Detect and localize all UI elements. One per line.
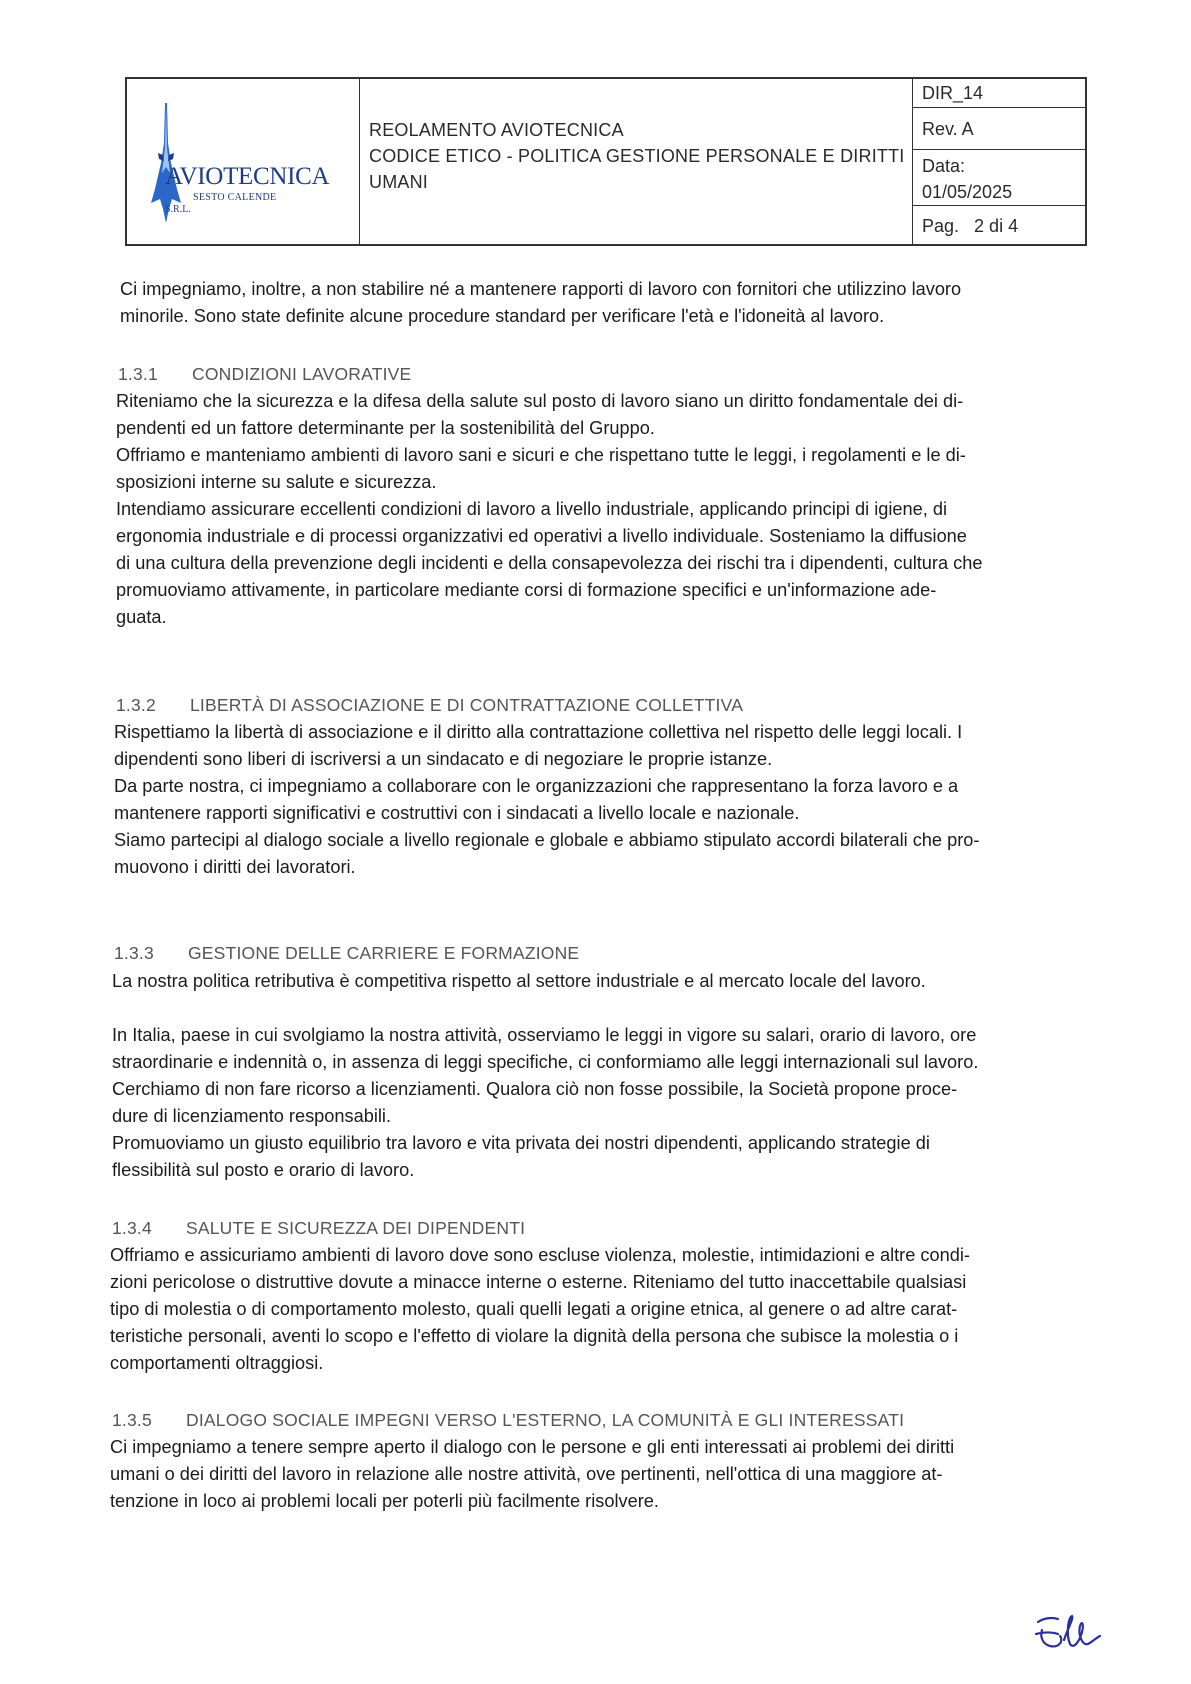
section-title: GESTIONE DELLE CARRIERE E FORMAZIONE	[188, 943, 580, 963]
section-body-1-3-1	[116, 388, 982, 631]
logo-subtitle: SESTO CALENDE	[193, 192, 277, 203]
section-body-1-3-2	[114, 719, 979, 881]
body-line: guata.	[116, 607, 167, 627]
body-line: dipendenti sono liberi di iscriversi a un sindacato e di negoziare le proprie istanze.	[114, 749, 773, 769]
date-label: Data:	[922, 156, 966, 176]
section-heading-1-3-4	[112, 1218, 525, 1239]
body-line: Promuoviamo un giusto equilibrio tra lavoro e vita privata dei nostri dipendenti, applicando strategie di	[112, 1133, 930, 1153]
body-line: muovono i diritti dei lavoratori.	[114, 857, 356, 877]
blank-line	[112, 995, 978, 1022]
document-header	[125, 77, 1087, 246]
body-line: Rispettiamo la libertà di associazione e il diritto alla contrattazione collettiva nel rispetto delle leggi locali. I	[114, 722, 963, 742]
section-title: SALUTE E SICUREZZA DEI DIPENDENTI	[186, 1218, 526, 1238]
title-line-1: REOLAMENTO AVIOTECNICA	[369, 120, 624, 140]
body-line: Intendiamo assicurare eccellenti condizioni di lavoro a livello industriale, applicando principi di igiene, di	[116, 499, 948, 519]
page-number	[913, 206, 1085, 246]
section-title: DIALOGO SOCIALE IMPEGNI VERSO L'ESTERNO, LA COMUNITÀ E GLI INTERESSATI	[186, 1410, 905, 1430]
body-line: sposizioni interne su salute e sicurezza.	[116, 472, 437, 492]
body-line: In Italia, paese in cui svolgiamo la nostra attività, osserviamo le leggi in vigore su salari, orario di lavoro, ore	[112, 1025, 977, 1045]
body-line: Siamo partecipi al dialogo sociale a livello regionale e globale e abbiamo stipulato accordi bilaterali che pro-	[114, 830, 980, 850]
logo-wordmark: AVIOTECNICA S.R.L.	[165, 163, 328, 215]
date-value: 01/05/2025	[922, 182, 1013, 202]
body-line: tipo di molestia o di comportamento molesto, quali quelli legati a origine etnica, al genere o ad altre carat-	[110, 1299, 958, 1319]
section-body-1-3-4	[110, 1242, 970, 1377]
body-line: Da parte nostra, ci impegniamo a collaborare con le organizzazioni che rappresentano la forza lavoro e a	[114, 776, 959, 796]
section-heading-1-3-5	[112, 1410, 904, 1431]
page-label: Pag.	[922, 216, 960, 236]
section-heading-1-3-3	[114, 943, 579, 964]
page-value: 2 di 4	[974, 216, 1019, 236]
body-line: Ci impegniamo a tenere sempre aperto il dialogo con le persone e gli enti interessati ai problemi dei diritti	[110, 1437, 955, 1457]
section-body-1-3-3	[112, 968, 978, 1184]
body-line: di una cultura della prevenzione degli incidenti e della consapevolezza dei rischi tra i dipendenti, cultura che	[116, 553, 983, 573]
body-line: tenzione in loco ai problemi locali per poterli più facilmente risolvere.	[110, 1491, 659, 1511]
body-line: straordinarie e indennità o, in assenza di leggi specifiche, ci conformiamo alle leggi internazionali sul lavoro.	[112, 1052, 979, 1072]
body-line: La nostra politica retributiva è competitiva rispetto al settore industriale e al mercato locale del lavoro.	[112, 971, 926, 991]
body-line: Offriamo e manteniamo ambienti di lavoro sani e sicuri e che rispettano tutte le leggi, i regolamenti e le di-	[116, 445, 966, 465]
body-line: flessibilità sul posto e orario di lavoro.	[112, 1160, 415, 1180]
section-number: 1.3.4	[112, 1218, 152, 1238]
body-line: mantenere rapporti significativi e costruttivi con i sindacati a livello locale e nazionale.	[114, 803, 800, 823]
section-title: LIBERTÀ DI ASSOCIAZIONE E DI CONTRATTAZIONE COLLETTIVA	[190, 695, 744, 715]
section-heading-1-3-2	[116, 695, 743, 716]
document-title	[360, 79, 913, 244]
body-line: teristiche personali, aventi lo scopo e l'effetto di violare la dignità della persona che subisce la molestia o i	[110, 1326, 959, 1346]
title-line-2: CODICE ETICO - POLITICA GESTIONE PERSONALE E DIRITTI	[369, 146, 905, 166]
body-line: Riteniamo che la sicurezza e la difesa della salute sul posto di lavoro siano un diritto fondamentale dei di-	[116, 391, 964, 411]
section-number: 1.3.2	[116, 695, 156, 715]
body-line: pendenti ed un fattore determinante per la sostenibilità del Gruppo.	[116, 418, 655, 438]
body-line: zioni pericolose o distruttive dovute a minacce interne o esterne. Riteniamo del tutto inaccettabile qualsiasi	[110, 1272, 967, 1292]
section-number: 1.3.3	[114, 943, 154, 963]
logo-cell	[127, 79, 360, 244]
section-body-1-3-5	[110, 1434, 954, 1515]
body-line: umani o dei diritti del lavoro in relazione alle nostre attività, ove pertinenti, nell'ottica di una maggiore at-	[110, 1464, 943, 1484]
document-meta	[913, 79, 1085, 244]
section-title: CONDIZIONI LAVORATIVE	[192, 364, 412, 384]
intro-line: minorile. Sono state definite alcune procedure standard per verificare l'età e l'idoneità al lavoro.	[120, 306, 885, 326]
section-number: 1.3.5	[112, 1410, 152, 1430]
doc-code: DIR_14	[913, 79, 1085, 108]
body-line: Offriamo e assicuriamo ambienti di lavoro dove sono escluse violenza, molestie, intimidazioni e altre condi-	[110, 1245, 970, 1265]
section-heading-1-3-1	[118, 364, 411, 385]
revision: Rev. A	[913, 108, 1085, 150]
section-number: 1.3.1	[118, 364, 158, 384]
intro-line: Ci impegniamo, inoltre, a non stabilire né a mantenere rapporti di lavoro con fornitori che utilizzino lavoro	[120, 279, 962, 299]
body-line: comportamenti oltraggiosi.	[110, 1353, 324, 1373]
intro-paragraph	[120, 276, 961, 330]
signature-initials-icon	[1030, 1610, 1105, 1655]
body-line: ergonomia industriale e di processi organizzativi ed operativi a livello individuale. Sosteniamo la diffusione	[116, 526, 967, 546]
body-line: promuoviamo attivamente, in particolare mediante corsi di formazione specifici e un'informazione ade-	[116, 580, 937, 600]
body-line: Cerchiamo di non fare ricorso a licenziamenti. Qualora ciò non fosse possibile, la Società propone proce-	[112, 1079, 958, 1099]
body-line: dure di licenziamento responsabili.	[112, 1106, 392, 1126]
title-line-3: UMANI	[369, 172, 428, 192]
date-block	[913, 150, 1085, 206]
